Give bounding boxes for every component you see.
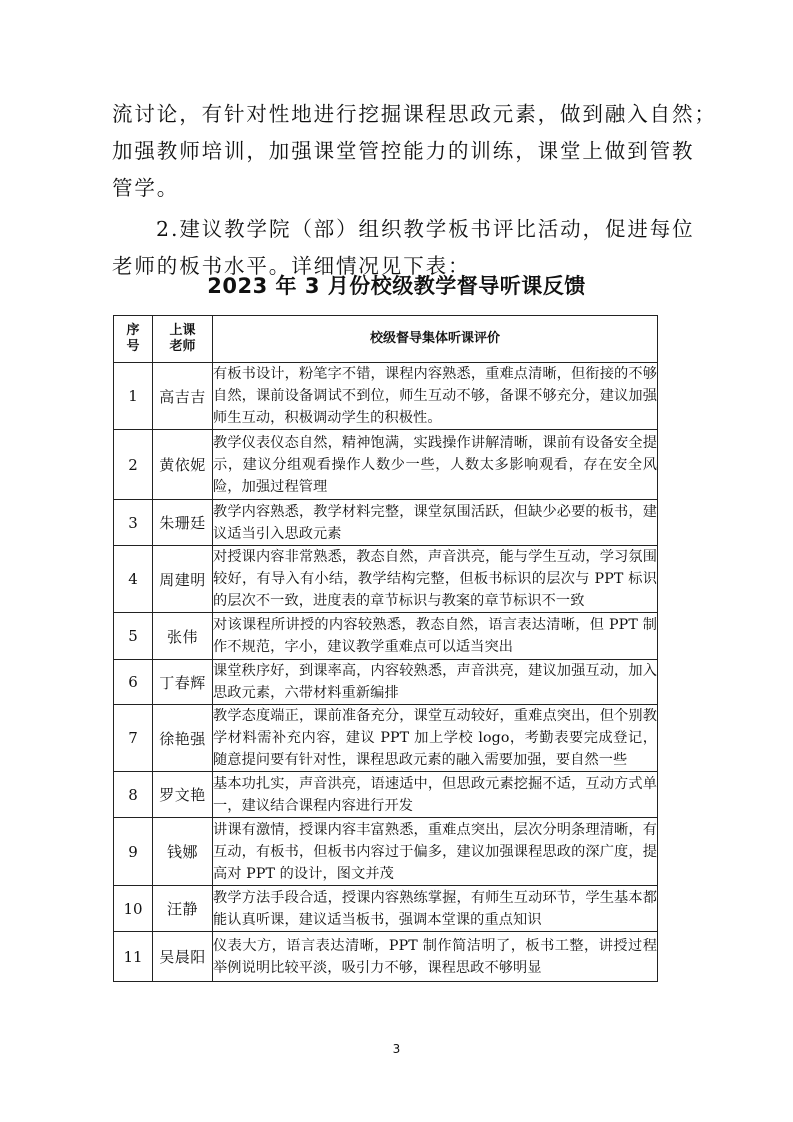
header-teacher [153,316,213,363]
header-number-line: 号 [126,339,140,354]
table-row [114,818,658,886]
header-number-line: 序 [126,323,140,338]
row-teacher: 周建明 [153,546,213,613]
row-number: 10 [114,886,153,932]
table-header-row [114,316,658,363]
text-line: 流讨论，有针对性地进行挖掘课程思政元素，做到融入自然； [112,102,717,126]
row-evaluation: 基本功扎实，声音洪亮，语速适中，但思政元素挖掘不适，互动方式单一，建议结合课程内容进行开发 [213,772,658,818]
body-paragraph-1 [112,96,717,207]
table-row [114,613,658,660]
row-teacher: 黄依妮 [153,430,213,500]
row-number: 11 [114,932,153,982]
row-teacher: 丁春辉 [153,660,213,705]
row-evaluation: 对该课程所讲授的内容较熟悉，教态自然，语言表达清晰，但 PPT 制作不规范，字小，建议教学重难点可以适当突出 [213,613,658,660]
row-number: 9 [114,818,153,886]
row-number: 1 [114,363,153,430]
header-number [114,316,153,363]
row-teacher: 张伟 [153,613,213,660]
row-number: 4 [114,546,153,613]
row-evaluation: 教学内容熟悉，教学材料完整，课堂氛围活跃，但缺少必要的板书，建议适当引入思政元素 [213,500,658,546]
table-row [114,772,658,818]
row-number: 5 [114,613,153,660]
row-teacher: 钱娜 [153,818,213,886]
text-line: 加强教师培训，加强课堂管控能力的训练，课堂上做到管教 [112,139,695,163]
row-teacher: 罗文艳 [153,772,213,818]
header-teacher-line: 上课 [169,323,196,338]
row-evaluation: 讲课有激情，授课内容丰富熟悉，重难点突出，层次分明条理清晰，有互动，有板书，但板书内容过于偏多，建议加强课程思政的深广度，提高对 PPT 的设计，图文并茂 [213,818,658,886]
header-evaluation: 校级督导集体听课评价 [213,316,658,363]
text-line: 2.建议教学院（部）组织教学板书评比活动，促进每位 [156,217,695,241]
table-row [114,660,658,705]
row-teacher: 高吉吉 [153,363,213,430]
row-evaluation: 教学方法手段合适，授课内容熟练掌握，有师生互动环节，学生基本都能认真听课，建议适当板书，强调本堂课的重点知识 [213,886,658,932]
text-line: 老师的板书水平。详细情况见下表： [112,254,471,278]
table-row [114,886,658,932]
feedback-table [113,315,658,982]
text-line: 管学。 [112,176,180,200]
row-teacher: 朱珊廷 [153,500,213,546]
table-row [114,932,658,982]
header-teacher-line: 老师 [169,339,196,354]
row-evaluation: 课堂秩序好，到课率高，内容较熟悉，声音洪亮，建议加强互动，加入思政元素，六带材料重新编排 [213,660,658,705]
row-number: 6 [114,660,153,705]
row-teacher: 汪静 [153,886,213,932]
row-evaluation: 有板书设计，粉笔字不错，课程内容熟悉，重难点清晰，但衔接的不够自然，课前设备调试不到位，师生互动不够，备课不够充分，建议加强师生互动，积极调动学生的积极性。 [213,363,658,430]
table-row [114,363,658,430]
row-teacher: 吴晨阳 [153,932,213,982]
row-evaluation: 教学态度端正，课前准备充分，课堂互动较好，重难点突出，但个别教学材料需补充内容，建议 PPT 加上学校 logo，考勤表要完成登记，随意提问要有针对性，课程思政元素的融入需要加强，要自然一些 [213,705,658,772]
row-number: 2 [114,430,153,500]
table-row [114,705,658,772]
table-row [114,430,658,500]
row-evaluation: 教学仪表仪态自然，精神饱满，实践操作讲解清晰，课前有设备安全提示，建议分组观看操作人数少一些，人数太多影响观看，存在安全风险，加强过程管理 [213,430,658,500]
table-row [114,500,658,546]
table-title: 2023 年 3 月份校级教学督导听课反馈 [207,274,586,298]
row-number: 7 [114,705,153,772]
row-evaluation: 对授课内容非常熟悉，教态自然，声音洪亮，能与学生互动，学习氛围较好，有导入有小结，教学结构完整，但板书标识的层次与 PPT 标识的层次不一致，进度表的章节标识与教案的章节标识不一致 [213,546,658,613]
row-number: 8 [114,772,153,818]
row-evaluation: 仪表大方，语言表达清晰，PPT 制作简洁明了，板书工整，讲授过程举例说明比较平淡，吸引力不够，课程思政不够明显 [213,932,658,982]
row-teacher: 徐艳强 [153,705,213,772]
table-row [114,546,658,613]
page-number: 3 [392,1042,401,1056]
row-number: 3 [114,500,153,546]
